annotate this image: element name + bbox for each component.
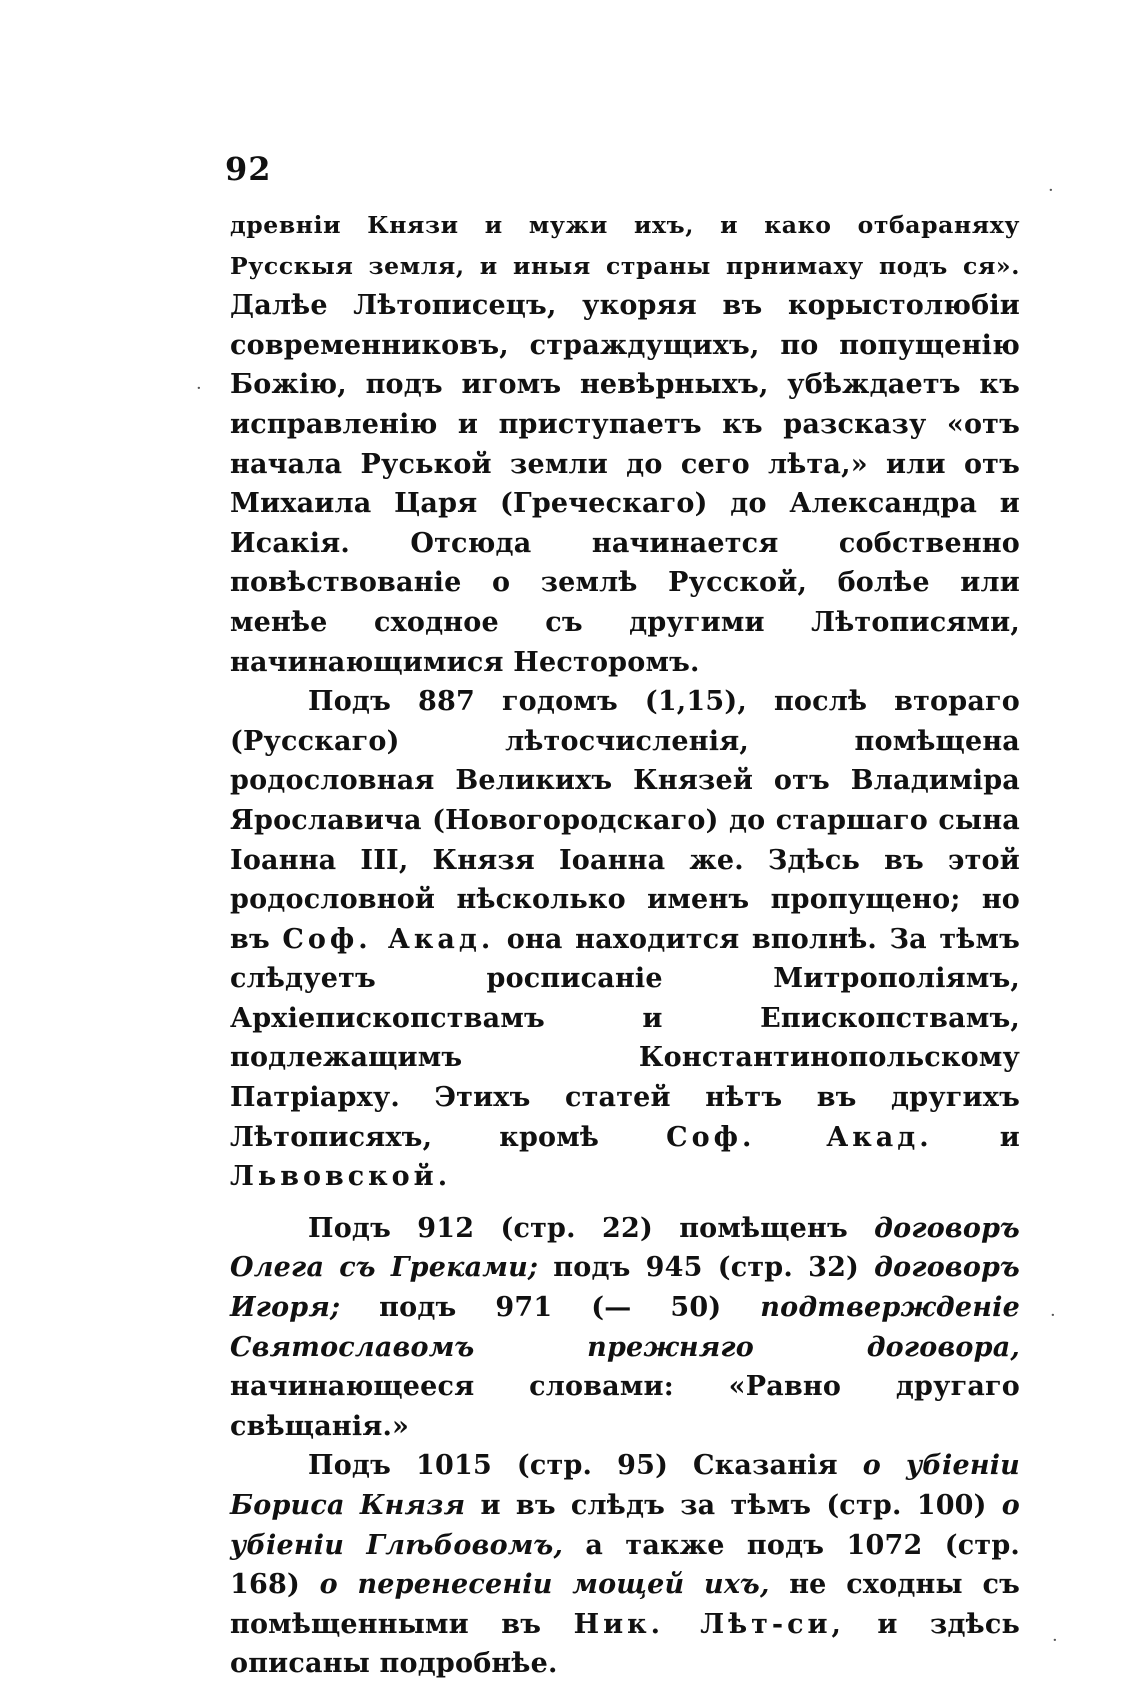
paragraph-2 [230, 682, 1020, 1197]
italic-translation-relics: о перенесенiи мощей ихъ, [319, 1569, 770, 1601]
paragraph-2-text-c: и [932, 1121, 1020, 1153]
italic-murder-boris: о убiенiи Бориса Князя [230, 1450, 1020, 1521]
chronicle-quote: древнiи Князи и мужи ихъ, и како отбараняху Русскыя земля, и иныя страны прнимаху подъ ся». [230, 211, 1020, 280]
paragraph-3-text-d: начинающееся словами: «Равно другаго свѣщанiя.» [230, 1371, 1020, 1442]
italic-treaty-oleg: договоръ Олега съ Греками; [230, 1212, 1020, 1284]
page-number: 92 [225, 150, 272, 188]
spaced-ref-lvovskoi: Львовской. [230, 1161, 452, 1193]
italic-treaty-igor: договоръ Игоря; [230, 1252, 1020, 1324]
paragraph-4-text-e: и здѣсь описаны подробнѣе. [230, 1608, 1020, 1680]
paragraph-3 [230, 1209, 1020, 1447]
paragraph-4-text-b: и въ слѣдъ за тѣмъ (стр. 100) [465, 1490, 1002, 1521]
paragraph-4-text-a: Подъ 1015 (стр. 95) Сказанiя [308, 1450, 863, 1482]
paragraph-3-text-a: Подъ 912 (стр. 22) помѣщенъ [308, 1212, 875, 1244]
spaced-ref-sof-akad-2: Соф. Акад. [666, 1121, 933, 1153]
print-speck: · [196, 378, 202, 399]
spaced-ref-sof-akad: Соф. Акад. [282, 923, 495, 955]
print-speck: · [1050, 1305, 1056, 1326]
paragraph-2-text-b: она находится вполнѣ. За тѣмъ слѣдуетъ росписанiе Митрополiямъ, Архiепископствамъ и Епископствамъ, подлежащимъ Константинопольскому Патрiарху. Этихъ статей нѣтъ въ другихъ Лѣтописяхъ, кромѣ [230, 923, 1021, 1153]
paragraph-3-text-c: подъ 971 (— 50) [340, 1292, 761, 1324]
print-speck: · [1048, 180, 1054, 201]
print-speck: · [1052, 1630, 1058, 1651]
spaced-ref-nik-let: Ник. Лѣт-си, [573, 1608, 845, 1640]
paragraph-1 [230, 205, 1020, 682]
italic-confirmation-svyatoslav: подтвержденiе Святославомъ прежняго договора, [230, 1292, 1020, 1363]
paragraph-1-text: Далѣе Лѣтописецъ, укоряя въ корыстолюбiи современниковъ, страждущихъ, по попущенiю Божiю, подъ игомъ невѣрныхъ, убѣждаетъ къ исправленiю и приступаетъ къ разсказу «отъ начала Руськой земли до сего лѣта,» или отъ Михаила Царя (Греческаго) до Александра и Исакiя. Отсюда начинается собственно повѣствованiе о землѣ Русской, болѣе или менѣе сходное съ другими Лѣтописями, начинающимися Несторомъ. [230, 290, 1020, 678]
paragraph-4-text-d: не сходны съ помѣщенными въ [230, 1569, 1020, 1640]
italic-murder-gleb: о убiенiи Глѣбовомъ, [230, 1490, 1021, 1561]
paragraph-4 [230, 1446, 1020, 1684]
paragraph-4-text-c: а также подъ 1072 (стр. 168) [230, 1529, 1020, 1601]
paragraph-2-text-a: Подъ 887 годомъ (1,15), послѣ втораго (Русскаго) лѣтосчисленiя, помѣщена родословная Великихъ Князей отъ Владимiра Ярославича (Новогородскаго) до старшаго сына Iоанна III, Князя Iоанна же. Здѣсь въ этой родословной нѣсколько именъ пропущено; но въ [230, 686, 1020, 955]
body-text [230, 205, 1020, 1684]
paragraph-3-text-b: подъ 945 (стр. 32) [538, 1252, 875, 1284]
